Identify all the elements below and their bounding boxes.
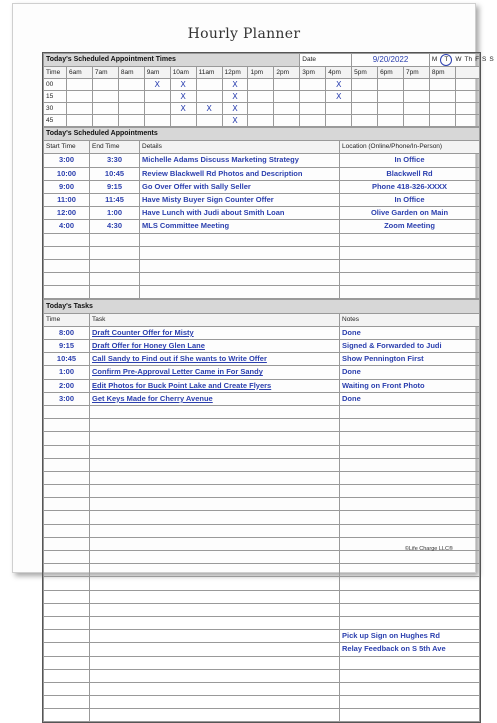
hour-0: 6am: [67, 67, 93, 79]
time-slot[interactable]: [378, 115, 404, 127]
planner-sheet: [42, 52, 494, 723]
appointment-location: Phone 418-326-XXXX: [340, 180, 480, 193]
task-notes: [340, 669, 480, 682]
appointment-location: [340, 233, 480, 246]
task-notes: [340, 432, 480, 445]
task-time: [44, 603, 90, 616]
task-task: [90, 511, 340, 524]
task-time: [44, 498, 90, 511]
start-time-header: Start Time: [44, 141, 90, 154]
time-slot[interactable]: [352, 103, 378, 115]
weekday-4[interactable]: F: [475, 56, 480, 63]
task-notes: [340, 471, 480, 484]
task-time: [44, 537, 90, 550]
copyright: ©Life Charge LLC®: [404, 546, 453, 552]
time-slot[interactable]: X: [326, 79, 352, 91]
task-notes: [340, 696, 480, 709]
hour-13: 7pm: [403, 67, 429, 79]
task-time: [44, 551, 90, 564]
appointment-start: 11:00: [44, 193, 90, 206]
task-task: [90, 419, 340, 432]
task-task: [90, 471, 340, 484]
appointment-start: [44, 233, 90, 246]
appointment-details: [140, 233, 340, 246]
time-slot[interactable]: [248, 79, 274, 91]
task-time: [44, 682, 90, 695]
task-time: [44, 524, 90, 537]
time-slot[interactable]: [429, 79, 455, 91]
task-task: [90, 498, 340, 511]
task-time: [44, 405, 90, 418]
task-notes: [340, 577, 480, 590]
location-header: Location (Online/Phone/In-Person): [340, 141, 480, 154]
task-row[interactable]: [44, 340, 480, 353]
task-row[interactable]: [44, 643, 480, 656]
hour-8: 2pm: [274, 67, 300, 79]
task-row[interactable]: [44, 656, 480, 669]
task-task: [90, 458, 340, 471]
task-time: [44, 630, 90, 643]
appointment-details: [140, 273, 340, 286]
task-notes: [340, 590, 480, 603]
task-task: Get Keys Made for Cherry Avenue: [90, 392, 340, 405]
tasks-section-label: Today's Tasks: [44, 300, 480, 313]
details-header: Details: [140, 141, 340, 154]
time-slot[interactable]: X: [222, 91, 248, 103]
hour-4: 10am: [170, 67, 196, 79]
task-notes: Done: [340, 326, 480, 339]
appointment-details: [140, 259, 340, 272]
task-row[interactable]: [44, 682, 480, 695]
appointments-section-label: Today's Scheduled Appointments: [44, 128, 480, 141]
appointment-end: [90, 233, 140, 246]
time-slot[interactable]: [300, 91, 326, 103]
task-notes: Waiting on Front Photo: [340, 379, 480, 392]
time-slot[interactable]: [300, 79, 326, 91]
task-task: [90, 630, 340, 643]
task-task: Draft Counter Offer for Misty: [90, 326, 340, 339]
time-slot[interactable]: [118, 79, 144, 91]
time-slot[interactable]: [378, 91, 404, 103]
task-task: [90, 405, 340, 418]
time-slot[interactable]: [67, 115, 93, 127]
appointment-row[interactable]: [44, 259, 480, 272]
appointment-details: Michelle Adams Discuss Marketing Strategy: [140, 154, 340, 167]
appointment-row[interactable]: [44, 246, 480, 259]
time-slot[interactable]: [429, 91, 455, 103]
task-notes: [340, 564, 480, 577]
task-time: 1:00: [44, 366, 90, 379]
appointment-location: [340, 273, 480, 286]
task-notes: Signed & Forwarded to Judi: [340, 340, 480, 353]
time-slot[interactable]: [118, 115, 144, 127]
appointment-start: [44, 286, 90, 299]
appointment-row[interactable]: [44, 180, 480, 193]
time-label: Time: [44, 67, 67, 79]
weekday-2[interactable]: W: [455, 56, 462, 63]
time-slot[interactable]: [118, 91, 144, 103]
task-time: [44, 696, 90, 709]
task-row[interactable]: [44, 564, 480, 577]
task-notes: [340, 445, 480, 458]
tasks-table: [43, 299, 480, 722]
appointment-details: Have Lunch with Judi about Smith Loan: [140, 207, 340, 220]
time-slot[interactable]: [403, 91, 429, 103]
task-task: [90, 603, 340, 616]
times-section-label: Today's Scheduled Appointment Times: [44, 54, 300, 67]
minute-label: 00: [44, 79, 67, 91]
minute-label: 15: [44, 91, 67, 103]
time-slot[interactable]: X: [170, 103, 196, 115]
time-slot[interactable]: [352, 91, 378, 103]
task-notes: [340, 405, 480, 418]
task-row[interactable]: [44, 498, 480, 511]
task-time: 3:00: [44, 392, 90, 405]
task-notes: [340, 419, 480, 432]
appointment-end: [90, 246, 140, 259]
task-time: 8:00: [44, 326, 90, 339]
task-notes: [340, 656, 480, 669]
appointment-location: [340, 286, 480, 299]
appointment-start: 10:00: [44, 167, 90, 180]
weekday-selector: [429, 54, 494, 67]
appointment-start: 9:00: [44, 180, 90, 193]
time-slot[interactable]: X: [326, 91, 352, 103]
time-slot[interactable]: [300, 115, 326, 127]
task-notes: Pick up Sign on Hughes Rd: [340, 630, 480, 643]
appointment-row[interactable]: [44, 154, 480, 167]
task-time: [44, 511, 90, 524]
appointment-end: 10:45: [90, 167, 140, 180]
task-time: 2:00: [44, 379, 90, 392]
appointment-start: 4:00: [44, 220, 90, 233]
task-notes: [340, 682, 480, 695]
hour-14: 8pm: [429, 67, 455, 79]
date-value[interactable]: 9/20/2022: [352, 54, 430, 67]
appointment-row[interactable]: [44, 286, 480, 299]
appointment-end: 11:45: [90, 193, 140, 206]
task-time: [44, 471, 90, 484]
date-label: Date: [300, 54, 352, 67]
time-slot[interactable]: [92, 91, 118, 103]
task-row[interactable]: [44, 432, 480, 445]
time-slot[interactable]: [196, 91, 222, 103]
appointment-details: [140, 246, 340, 259]
appointment-row[interactable]: [44, 167, 480, 180]
task-row[interactable]: [44, 458, 480, 471]
time-slot[interactable]: X: [170, 79, 196, 91]
task-time: [44, 656, 90, 669]
time-slot[interactable]: [248, 115, 274, 127]
minute-rows: [44, 79, 480, 127]
appointment-details: MLS Committee Meeting: [140, 220, 340, 233]
task-task: [90, 485, 340, 498]
task-task: Confirm Pre-Approval Letter Came in For Sandy: [90, 366, 340, 379]
time-slot[interactable]: [274, 91, 300, 103]
task-notes: Relay Feedback on S 5th Ave: [340, 643, 480, 656]
time-slot[interactable]: [274, 115, 300, 127]
appointment-location: Olive Garden on Main: [340, 207, 480, 220]
task-time: 9:15: [44, 340, 90, 353]
task-time: 10:45: [44, 353, 90, 366]
task-row[interactable]: [44, 551, 480, 564]
task-task: [90, 524, 340, 537]
time-slot[interactable]: [67, 103, 93, 115]
weekday-5[interactable]: S: [482, 56, 487, 63]
task-row[interactable]: [44, 353, 480, 366]
task-notes: [340, 709, 480, 722]
appointment-end: 4:30: [90, 220, 140, 233]
task-task: [90, 564, 340, 577]
time-slot[interactable]: [403, 79, 429, 91]
task-time: [44, 643, 90, 656]
task-row[interactable]: [44, 590, 480, 603]
time-slot[interactable]: X: [144, 79, 170, 91]
task-task: [90, 577, 340, 590]
appointment-end: [90, 286, 140, 299]
notes-header: Notes: [340, 313, 480, 326]
task-notes: Done: [340, 392, 480, 405]
appointment-end: 3:30: [90, 154, 140, 167]
task-task: [90, 643, 340, 656]
hour-2: 8am: [118, 67, 144, 79]
task-row[interactable]: [44, 630, 480, 643]
weekday-1[interactable]: T: [440, 54, 452, 66]
task-notes: Show Pennington First: [340, 353, 480, 366]
time-slot[interactable]: [429, 115, 455, 127]
appointment-start: [44, 259, 90, 272]
hour-1: 7am: [92, 67, 118, 79]
appointment-location: Blackwell Rd: [340, 167, 480, 180]
times-table: [43, 53, 494, 127]
appointments-table: [43, 127, 480, 299]
time-slot[interactable]: [352, 115, 378, 127]
task-row[interactable]: [44, 696, 480, 709]
task-time: [44, 458, 90, 471]
task-task: [90, 551, 340, 564]
task-row[interactable]: [44, 603, 480, 616]
planner-page: [12, 3, 494, 654]
task-notes: [340, 511, 480, 524]
appointment-end: 1:00: [90, 207, 140, 220]
hours-row: [44, 67, 480, 79]
task-time: [44, 445, 90, 458]
task-row[interactable]: [44, 405, 480, 418]
time-slot[interactable]: X: [222, 115, 248, 127]
task-row[interactable]: [44, 379, 480, 392]
task-time: [44, 577, 90, 590]
task-notes: [340, 616, 480, 629]
task-row[interactable]: [44, 709, 480, 722]
time-slot[interactable]: [403, 115, 429, 127]
time-slot[interactable]: [144, 91, 170, 103]
task-row[interactable]: [44, 577, 480, 590]
task-task: [90, 696, 340, 709]
task-task: [90, 590, 340, 603]
weekday-0[interactable]: M: [431, 56, 438, 63]
task-notes: [340, 458, 480, 471]
task-row[interactable]: [44, 419, 480, 432]
appointment-row[interactable]: [44, 220, 480, 233]
time-slot[interactable]: [248, 103, 274, 115]
task-notes: [340, 498, 480, 511]
task-time: [44, 485, 90, 498]
minute-label: 30: [44, 103, 67, 115]
task-time: [44, 419, 90, 432]
task-task: Call Sandy to Find out if She wants to Write Offer: [90, 353, 340, 366]
hour-10: 4pm: [326, 67, 352, 79]
weekday-3[interactable]: Th: [464, 56, 473, 63]
task-time-header: Time: [44, 313, 90, 326]
appointment-details: Review Blackwell Rd Photos and Description: [140, 167, 340, 180]
page-title: Hourly Planner: [187, 26, 301, 42]
hour-12: 6pm: [378, 67, 404, 79]
task-row[interactable]: [44, 326, 480, 339]
appointment-end: [90, 273, 140, 286]
task-row[interactable]: [44, 392, 480, 405]
time-slot[interactable]: [196, 79, 222, 91]
time-slot[interactable]: [67, 79, 93, 91]
time-slot[interactable]: [403, 103, 429, 115]
task-task: [90, 616, 340, 629]
task-task: [90, 669, 340, 682]
time-slot[interactable]: [67, 91, 93, 103]
task-row[interactable]: [44, 524, 480, 537]
task-notes: [340, 524, 480, 537]
task-time: [44, 590, 90, 603]
appointment-end: 9:15: [90, 180, 140, 193]
time-slot[interactable]: X: [196, 103, 222, 115]
time-slot[interactable]: [248, 91, 274, 103]
time-slot[interactable]: [196, 115, 222, 127]
task-time: [44, 432, 90, 445]
task-time: [44, 669, 90, 682]
weekday-6[interactable]: S: [489, 56, 494, 63]
appointment-start: [44, 246, 90, 259]
task-task: [90, 709, 340, 722]
hour-9: 3pm: [300, 67, 326, 79]
time-slot[interactable]: [326, 115, 352, 127]
task-time: [44, 709, 90, 722]
time-slot[interactable]: [274, 103, 300, 115]
appointment-details: Have Misty Buyer Sign Counter Offer: [140, 193, 340, 206]
appointment-start: 3:00: [44, 154, 90, 167]
time-slot[interactable]: [118, 103, 144, 115]
time-slot[interactable]: X: [170, 91, 196, 103]
appointment-details: [140, 286, 340, 299]
task-row[interactable]: [44, 471, 480, 484]
task-row[interactable]: [44, 366, 480, 379]
time-slot[interactable]: [92, 115, 118, 127]
appointment-location: [340, 259, 480, 272]
hour-6: 12pm: [222, 67, 248, 79]
task-task: Edit Photos for Buck Point Lake and Create Flyers: [90, 379, 340, 392]
task-rows: [44, 326, 480, 722]
hour-3: 9am: [144, 67, 170, 79]
appointment-row[interactable]: [44, 273, 480, 286]
time-slot[interactable]: [378, 103, 404, 115]
time-slot[interactable]: [429, 103, 455, 115]
task-task: [90, 682, 340, 695]
end-time-header: End Time: [90, 141, 140, 154]
appointment-location: In Office: [340, 193, 480, 206]
appointment-row[interactable]: [44, 207, 480, 220]
time-slot[interactable]: [300, 103, 326, 115]
task-row[interactable]: [44, 616, 480, 629]
task-notes: [340, 603, 480, 616]
time-slot[interactable]: [274, 79, 300, 91]
task-time: [44, 564, 90, 577]
time-slot[interactable]: [92, 79, 118, 91]
time-slot[interactable]: [144, 115, 170, 127]
appointment-row[interactable]: [44, 193, 480, 206]
task-task: Draft Offer for Honey Glen Lane: [90, 340, 340, 353]
task-task: [90, 432, 340, 445]
appointment-rows: [44, 154, 480, 299]
minute-label: 45: [44, 115, 67, 127]
hour-7: 1pm: [248, 67, 274, 79]
appointment-row[interactable]: [44, 233, 480, 246]
time-slot[interactable]: [326, 103, 352, 115]
appointment-details: Go Over Offer with Sally Seller: [140, 180, 340, 193]
appointment-start: [44, 273, 90, 286]
time-slot[interactable]: X: [222, 103, 248, 115]
time-slot[interactable]: [170, 115, 196, 127]
time-slot[interactable]: [378, 79, 404, 91]
task-notes: [340, 485, 480, 498]
time-slot[interactable]: X: [222, 79, 248, 91]
task-task: [90, 537, 340, 550]
hour-11: 5pm: [352, 67, 378, 79]
hour-5: 11am: [196, 67, 222, 79]
appointment-start: 12:00: [44, 207, 90, 220]
time-slot[interactable]: [144, 103, 170, 115]
time-slot[interactable]: [352, 79, 378, 91]
task-notes: Done: [340, 366, 480, 379]
task-row[interactable]: [44, 511, 480, 524]
appointment-location: In Office: [340, 154, 480, 167]
task-row[interactable]: [44, 445, 480, 458]
task-row[interactable]: [44, 485, 480, 498]
time-slot[interactable]: [92, 103, 118, 115]
appointment-end: [90, 259, 140, 272]
task-task: [90, 445, 340, 458]
task-task: [90, 656, 340, 669]
task-header: Task: [90, 313, 340, 326]
task-time: [44, 616, 90, 629]
appointment-location: [340, 246, 480, 259]
appointment-location: Zoom Meeting: [340, 220, 480, 233]
task-row[interactable]: [44, 669, 480, 682]
task-notes: [340, 551, 480, 564]
